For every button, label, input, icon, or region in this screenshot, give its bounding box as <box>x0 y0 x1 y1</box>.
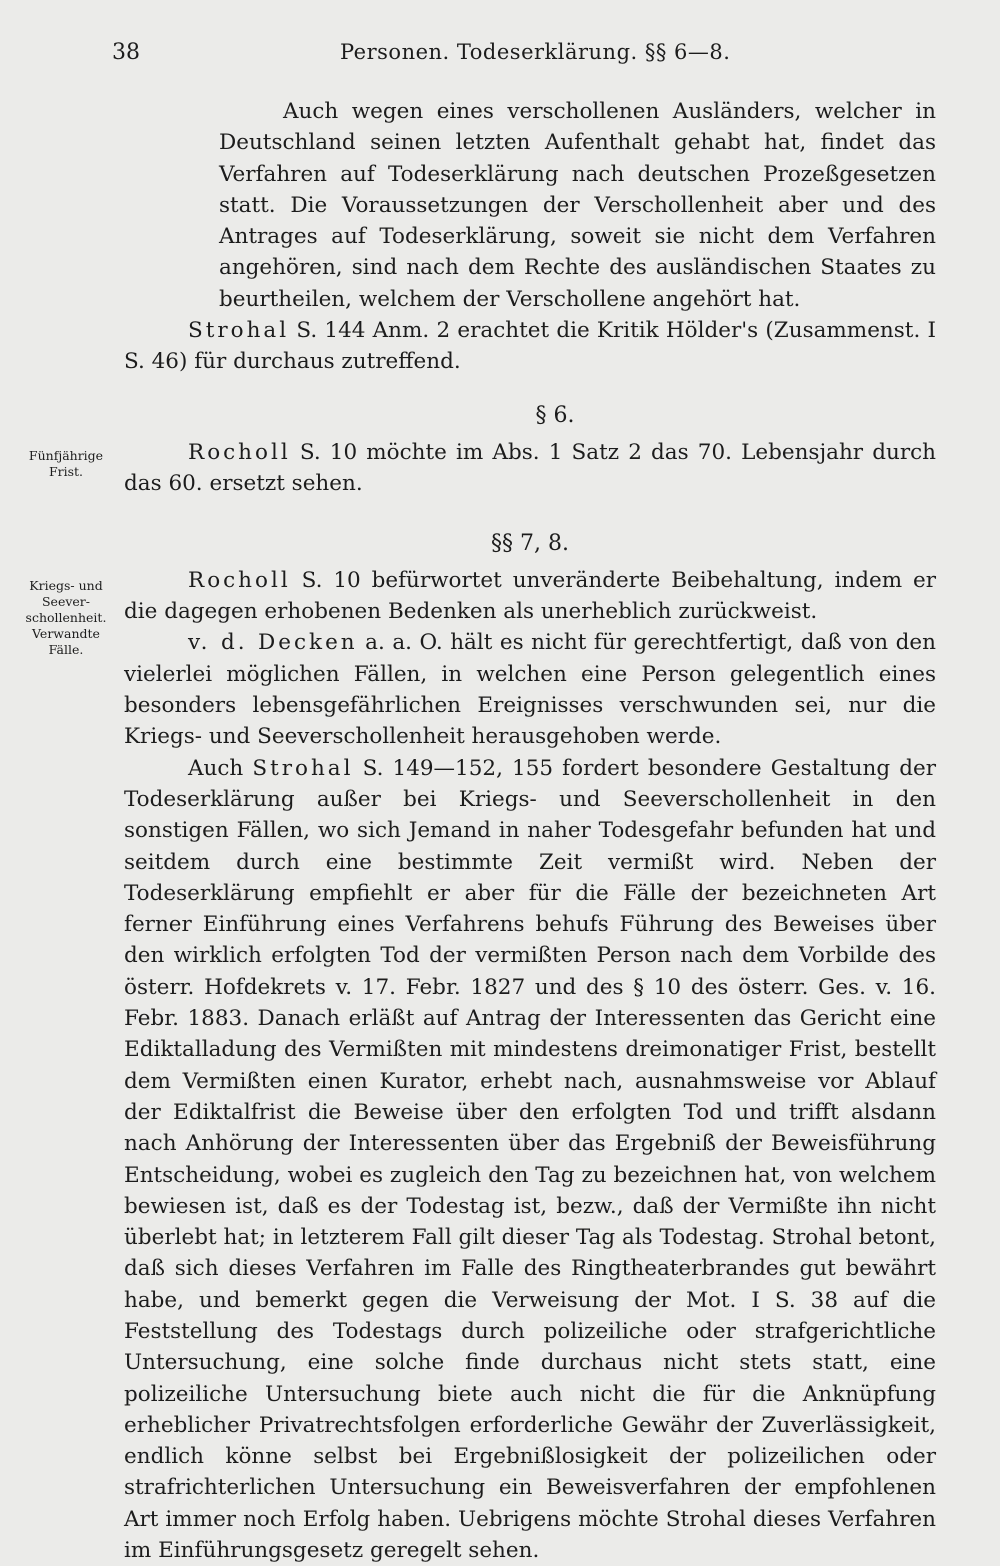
margin-note-kriegs-seeverschollenheit: Kriegs- und Seever- schollenheit. Verwandte Fälle. <box>25 578 107 657</box>
author-name: v. d. Decken <box>188 630 358 656</box>
paragraph-auslaender: Auch wegen eines verschollenen Ausländers, welcher in Deutschland seinen letzten Aufenthalt gehabt hat, findet das Verfahren auf Todeserklärung nach deutschen Prozeßgesetzen statt. Die Voraussetzungen der Verschollenheit aber und des Antrages auf Todeserklärung, soweit sie nicht dem Verfahren angehören, sind nach dem Rechte des ausländischen Staates zu beurtheilen, welchem der Verschollene angehört hat. <box>219 99 936 312</box>
paragraph-text: S. 10 befürwortet unveränderte Beibehaltung, indem er die dagegen erhobenen Bedenken als unerheblich zurückweist. <box>124 567 936 625</box>
author-name: Rocholl <box>188 439 291 465</box>
paragraph-strohal-verfahren <box>124 753 936 1566</box>
paragraph-decken <box>124 627 936 752</box>
section-heading-7-8: §§ 7, 8. <box>491 530 569 556</box>
author-name: Rocholl <box>188 567 291 593</box>
paragraph-rocholl-beibehaltung <box>124 565 936 628</box>
margin-note-fuenfjaehrige-frist: Fünfjährige Frist. <box>28 448 104 479</box>
paragraph-text: S. 10 möchte im Abs. 1 Satz 2 das 70. Lebensjahr durch das 60. ersetzt sehen. <box>124 439 936 497</box>
section-heading-6: § 6. <box>535 402 575 428</box>
author-name: Strohal <box>188 318 290 344</box>
paragraph-text: S. 149—152, 155 fordert besondere Gestaltung der Todeserklärung außer bei Kriegs- und Seeverschollenheit in den sonstigen Fällen, wo sich Jemand in naher Todesgefahr befunden hat und seitdem durch eine bestimmte Zeit vermißt wird. Neben der Todeserklärung empfiehlt er aber für die Fälle der bezeichneten Art ferner Einführung eines Verfahrens behufs Führung des Beweises über den wirklich erfolgten Tod der vermißten Person nach dem Vorbilde des österr. Hofdekrets v. 17. Febr. 1827 und des § 10 des österr. Ges. v. 16. Febr. 1883. Danach erläßt auf Antrag der Interessenten das Gericht eine Ediktalladung des Vermißten mit mindestens dreimonatiger Frist, bestellt dem Vermißten einen Kurator, erhebt nach, ausnahmsweise vor Ablauf der Ediktalfrist die Beweise über den erfolgten Tod und trifft alsdann nach Anhörung der Interessenten über das Ergebniß der Beweisführung Entscheidung, wobei es zugleich den Tag zu bezeichnen hat, von welchem bewiesen ist, daß es der Todestag ist, bezw., daß der Vermißte ihn nicht überlebt hat; in letzterem Fall gilt dieser Tag als Todestag. Strohal betont, daß sich dieses Verfahren im Falle des Ringtheaterbrandes gut bewährt habe, und bemerkt gegen die Verweisung der Mot. I S. 38 auf die Feststellung des Todestags durch polizeiliche oder strafgerichtliche Untersuchung, eine solche finde durchaus nicht stets statt, eine polizeiliche Untersuchung biete auch nicht die für die Anknüpfung erheblicher Privatrechtsfolgen erforderliche Gewähr der Zuverlässigkeit, endlich könne selbst bei Ergebnißlosigkeit der polizeilichen oder strafrichterlichen Untersuchung ein Beweisverfahren der empfohlenen Art immer noch Erfolg haben. Uebrigens möchte Strohal dieses Verfahren im Einführungsgesetz geregelt sehen. <box>124 755 936 1564</box>
author-name: Strohal <box>252 755 354 781</box>
paragraph-strohal-kritik <box>124 315 936 378</box>
paragraph-rocholl-lebensjahr <box>124 437 936 500</box>
page-number: 38 <box>112 40 140 65</box>
paragraph-text: Auch <box>188 755 253 781</box>
running-header <box>0 40 1000 80</box>
running-title: Personen. Todeserklärung. §§ 6—8. <box>340 40 731 64</box>
body-text <box>124 96 936 1566</box>
paragraph-text: S. 144 Anm. 2 erachtet die Kritik Hölder's (Zusammenst. I S. 46) für durchaus zutreffend. <box>124 318 936 375</box>
paragraph-text: a. a. O. hält es nicht für gerechtfertigt, daß von den vielerlei möglichen Fällen, in welchen eine Person gelegentlich eines besonders lebensgefährlichen Ereignisses verschwunden sei, nur die Kriegs- und Seeverschollenheit herausgehoben werde. <box>124 630 936 750</box>
